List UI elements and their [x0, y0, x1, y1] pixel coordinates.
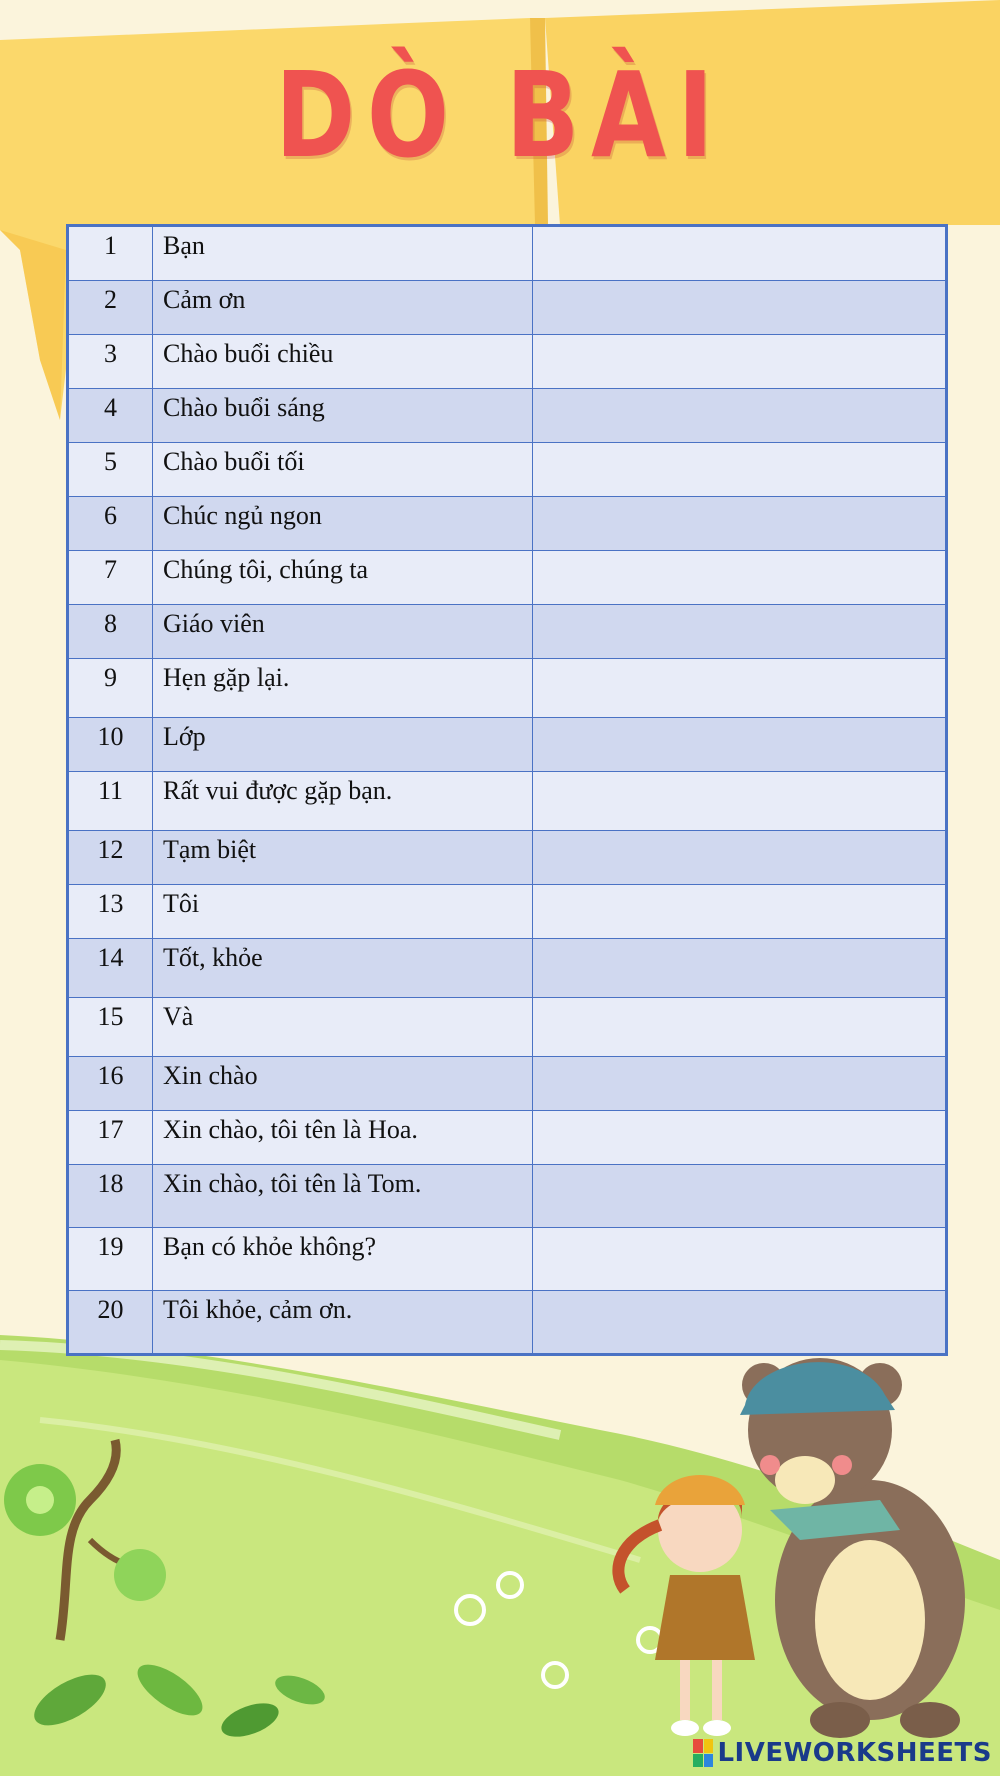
- vocabulary-word: Tạm biệt: [153, 831, 533, 885]
- vocabulary-word: Chào buổi sáng: [153, 389, 533, 443]
- vocabulary-word: Bạn có khỏe không?: [153, 1228, 533, 1291]
- row-number: 13: [69, 885, 153, 939]
- row-number: 18: [69, 1165, 153, 1228]
- vocabulary-word: Xin chào: [153, 1057, 533, 1111]
- answer-field[interactable]: [533, 227, 946, 281]
- answer-field[interactable]: [533, 1165, 946, 1228]
- row-number: 2: [69, 281, 153, 335]
- bear-cheek: [832, 1455, 852, 1475]
- vocabulary-word: Xin chào, tôi tên là Hoa.: [153, 1111, 533, 1165]
- girl-shoe: [703, 1720, 731, 1736]
- row-number: 17: [69, 1111, 153, 1165]
- table-row: [69, 605, 946, 659]
- table-row: [69, 659, 946, 718]
- answer-field[interactable]: [533, 998, 946, 1057]
- answer-field[interactable]: [533, 831, 946, 885]
- table-row: [69, 551, 946, 605]
- table-row: [69, 1165, 946, 1228]
- tree-leaf-cluster: [114, 1549, 166, 1601]
- vocabulary-word: Chúc ngủ ngon: [153, 497, 533, 551]
- answer-field[interactable]: [533, 551, 946, 605]
- tree-leaf-inner: [26, 1486, 54, 1514]
- row-number: 20: [69, 1291, 153, 1354]
- row-number: 4: [69, 389, 153, 443]
- bear-cheek: [760, 1455, 780, 1475]
- row-number: 1: [69, 227, 153, 281]
- vocabulary-word: Rất vui được gặp bạn.: [153, 772, 533, 831]
- table-row: [69, 443, 946, 497]
- answer-field[interactable]: [533, 497, 946, 551]
- table-row: [69, 718, 946, 772]
- brand-label: LIVEWORKSHEETS: [717, 1738, 992, 1768]
- row-number: 19: [69, 1228, 153, 1291]
- vocabulary-word: Tốt, khỏe: [153, 939, 533, 998]
- vocabulary-word: Tôi khỏe, cảm ơn.: [153, 1291, 533, 1354]
- banner-shadow: [0, 230, 66, 420]
- bear-belly: [815, 1540, 925, 1700]
- vocabulary-word: Hẹn gặp lại.: [153, 659, 533, 718]
- table-row: [69, 1291, 946, 1354]
- answer-field[interactable]: [533, 939, 946, 998]
- row-number: 5: [69, 443, 153, 497]
- page-title: DÒ BÀI: [275, 46, 725, 184]
- table-row: [69, 772, 946, 831]
- answer-field[interactable]: [533, 605, 946, 659]
- vocabulary-word: Và: [153, 998, 533, 1057]
- answer-field[interactable]: [533, 335, 946, 389]
- answer-field[interactable]: [533, 1057, 946, 1111]
- table-row: [69, 1057, 946, 1111]
- girl-dress: [655, 1575, 755, 1660]
- girl-leg: [680, 1660, 690, 1720]
- vocabulary-word: Chào buổi tối: [153, 443, 533, 497]
- girl-shoe: [671, 1720, 699, 1736]
- vocabulary-word: Lớp: [153, 718, 533, 772]
- bear-foot: [900, 1702, 960, 1738]
- row-number: 14: [69, 939, 153, 998]
- table-row: [69, 1111, 946, 1165]
- liveworksheets-brand: [693, 1736, 992, 1770]
- row-number: 7: [69, 551, 153, 605]
- vocabulary-word: Tôi: [153, 885, 533, 939]
- row-number: 15: [69, 998, 153, 1057]
- row-number: 3: [69, 335, 153, 389]
- vocabulary-word: Xin chào, tôi tên là Tom.: [153, 1165, 533, 1228]
- vocabulary-table: [66, 224, 948, 1356]
- girl-leg: [712, 1660, 722, 1720]
- answer-field[interactable]: [533, 718, 946, 772]
- table-row: [69, 227, 946, 281]
- row-number: 16: [69, 1057, 153, 1111]
- row-number: 9: [69, 659, 153, 718]
- vocabulary-word: Giáo viên: [153, 605, 533, 659]
- answer-field[interactable]: [533, 389, 946, 443]
- row-number: 12: [69, 831, 153, 885]
- answer-field[interactable]: [533, 659, 946, 718]
- table-row: [69, 831, 946, 885]
- answer-field[interactable]: [533, 772, 946, 831]
- answer-field[interactable]: [533, 443, 946, 497]
- row-number: 11: [69, 772, 153, 831]
- table-row: [69, 1228, 946, 1291]
- answer-field[interactable]: [533, 1228, 946, 1291]
- vocabulary-word: Bạn: [153, 227, 533, 281]
- table-row: [69, 335, 946, 389]
- bear-snout: [775, 1456, 835, 1504]
- answer-field[interactable]: [533, 281, 946, 335]
- vocabulary-word: Cảm ơn: [153, 281, 533, 335]
- table-row: [69, 389, 946, 443]
- answer-field[interactable]: [533, 885, 946, 939]
- vocabulary-word: Chào buổi chiều: [153, 335, 533, 389]
- liveworksheets-logo-icon: [693, 1739, 713, 1767]
- row-number: 6: [69, 497, 153, 551]
- table-row: [69, 998, 946, 1057]
- table-row: [69, 939, 946, 998]
- table-row: [69, 885, 946, 939]
- vocabulary-word: Chúng tôi, chúng ta: [153, 551, 533, 605]
- answer-field[interactable]: [533, 1111, 946, 1165]
- answer-field[interactable]: [533, 1291, 946, 1354]
- bear-foot: [810, 1702, 870, 1738]
- row-number: 10: [69, 718, 153, 772]
- table-row: [69, 281, 946, 335]
- table-row: [69, 497, 946, 551]
- row-number: 8: [69, 605, 153, 659]
